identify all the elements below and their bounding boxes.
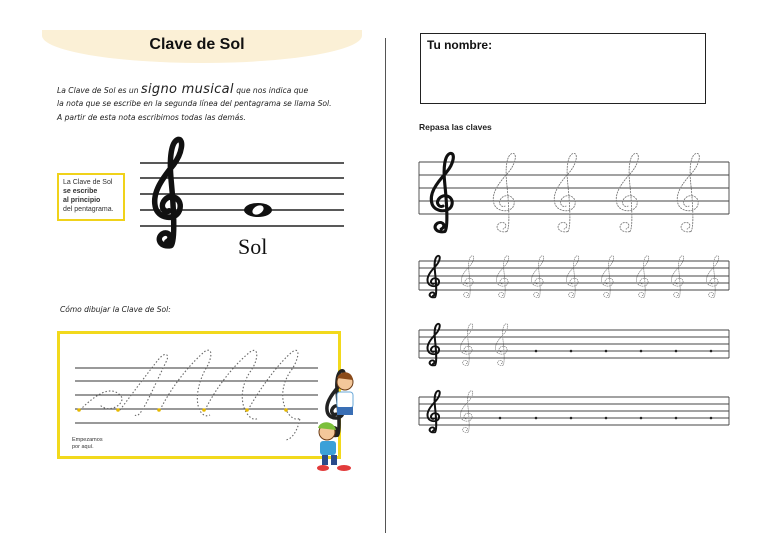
treble-clef-icon (155, 140, 182, 246)
dotted-clefs-row-2 (461, 256, 718, 298)
intro-highlight: signo musical (140, 82, 234, 97)
review-label: Repasa las claves (419, 122, 492, 132)
review-staff-3 (419, 330, 729, 358)
dotted-clefs-row-1 (493, 153, 699, 232)
treble-clef-icon (431, 153, 453, 232)
callout-line: al principio (63, 197, 101, 204)
callout-line: La Clave de Sol (63, 179, 113, 186)
whole-note-icon (244, 203, 272, 217)
intro-text: La Clave de Sol es un (57, 86, 141, 95)
page-title: Clave de Sol (149, 36, 245, 53)
note-label: Sol (238, 234, 268, 259)
intro-line-2: la nota que se escribe en la segunda línea del pentagrama se llama Sol. (57, 99, 332, 108)
intro-text: que nos indica que (233, 86, 309, 95)
start-label-line: por aquí. (72, 444, 94, 450)
callout-line: se escribe (63, 188, 98, 195)
treble-clef-icon (427, 256, 439, 298)
callout-line: del pentagrama. (63, 206, 114, 213)
practice-staff (75, 368, 318, 423)
start-label-line: Empezamos (72, 437, 103, 443)
name-label: Tu nombre: (427, 38, 493, 52)
intro-line-3: A partir de esta nota escribimos todas las demás. (57, 113, 246, 122)
children-cartoon-icon (317, 371, 353, 471)
howto-label: Cómo dibujar la Clave de Sol: (60, 305, 171, 314)
review-staff-4 (419, 397, 729, 425)
